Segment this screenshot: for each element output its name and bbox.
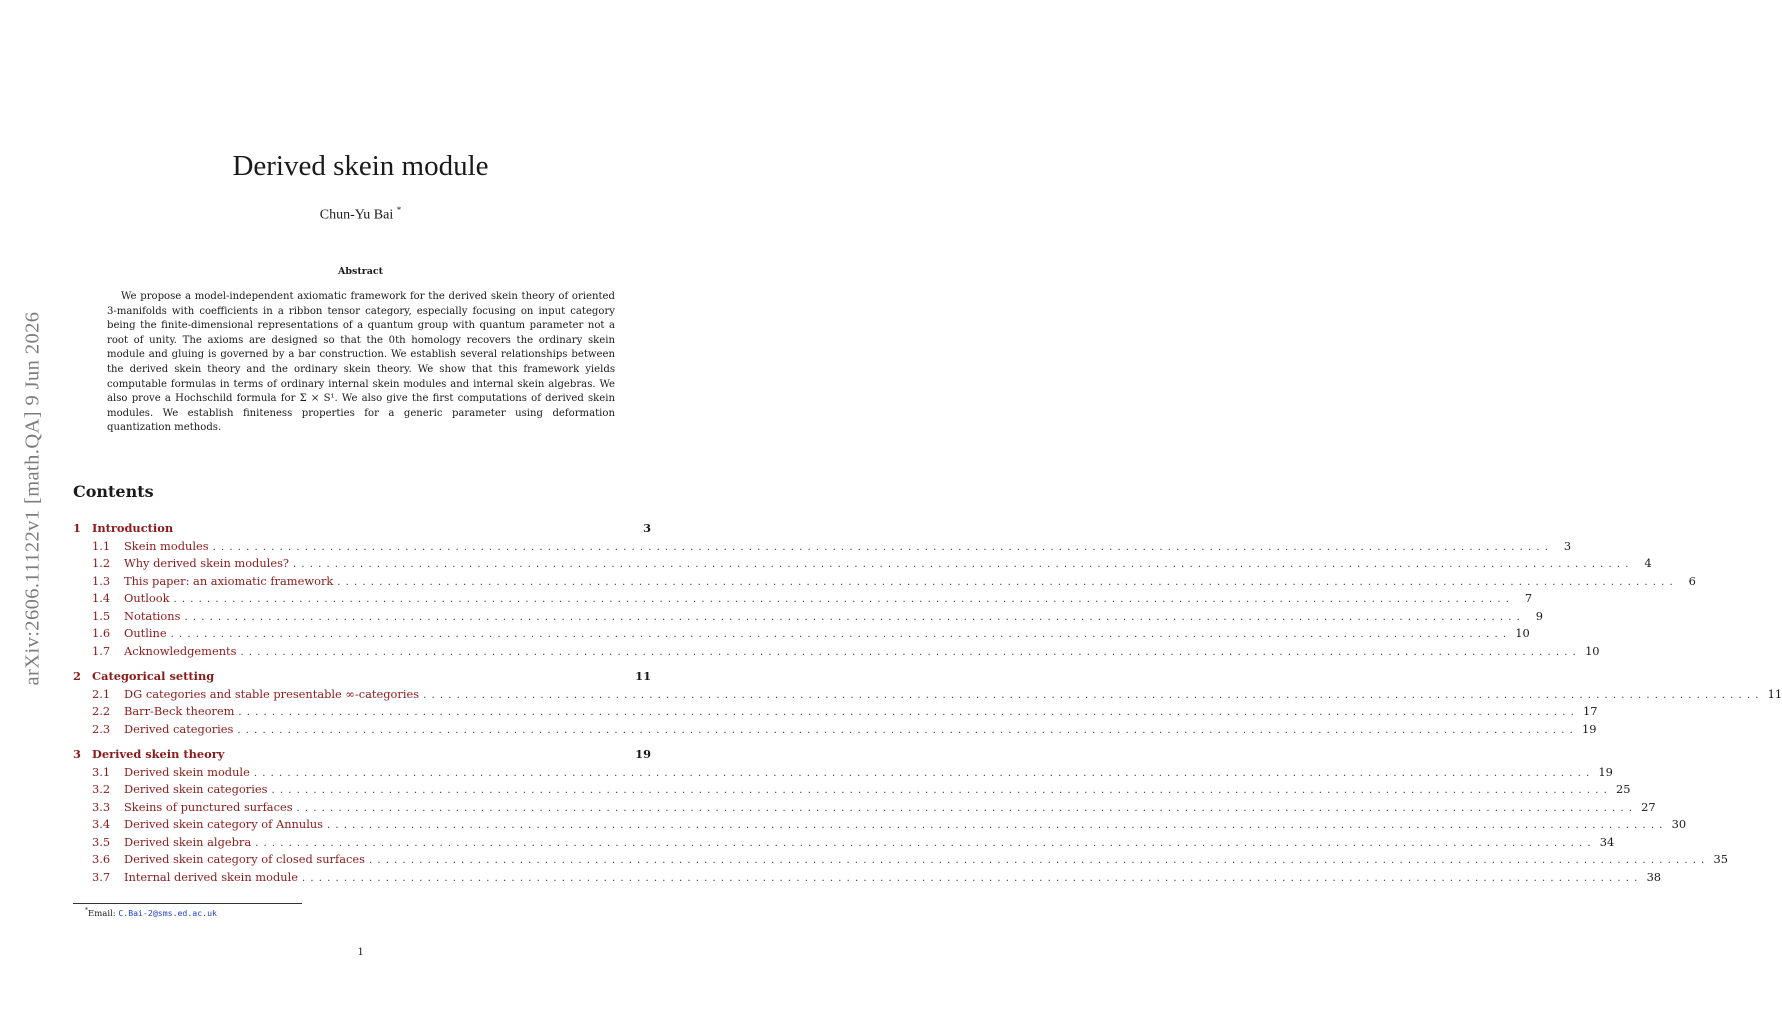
toc-entry-1.3[interactable] <box>73 573 1696 591</box>
toc-entry-3.3[interactable] <box>73 799 1656 817</box>
toc-entry-number: 1.4 <box>92 591 111 605</box>
toc-entry-link[interactable]: Derived skein module <box>124 764 250 779</box>
table-of-contents <box>73 520 1782 886</box>
toc-entry-3.7[interactable] <box>73 869 1662 887</box>
toc-leader-dots: ................................................................................................................................................................ <box>296 802 1638 814</box>
toc-leader-dots: ................................................................................................................................................................ <box>368 855 1710 866</box>
toc-entry-2.1[interactable] <box>73 686 1782 704</box>
toc-entry-number: 3.3 <box>92 799 111 814</box>
toc-leader-dots: ................................................................................................................................................................ <box>337 576 1678 588</box>
toc-section-link[interactable]: Introduction <box>92 521 174 535</box>
contents-heading: Contents <box>73 482 154 501</box>
footnote-label: Email: <box>88 908 119 919</box>
abstract-body <box>107 290 615 436</box>
toc-leader-dots: ................................................................................................................................................................ <box>240 646 1582 658</box>
toc-entry-link[interactable]: Skein modules <box>124 538 209 553</box>
author-line <box>0 205 721 224</box>
toc-page-number: 27 <box>1641 799 1656 814</box>
toc-entry-number: 1.1 <box>92 538 111 553</box>
toc-leader-dots: ................................................................................................................................................................ <box>173 594 1515 605</box>
abstract-heading: Abstract <box>337 266 384 277</box>
toc-section-number: 3 <box>73 747 81 761</box>
toc-entry-3.5[interactable] <box>73 834 1615 852</box>
toc-leader-dots: ................................................................................................................................................................ <box>170 629 1512 640</box>
toc-entry-number: 2.3 <box>92 721 111 736</box>
toc-leader-dots: ................................................................................................................................................................ <box>253 767 1595 779</box>
toc-leader-dots: ................................................................................................................................................................ <box>238 707 1580 718</box>
toc-leader-dots: ................................................................................................................................................................ <box>255 837 1596 849</box>
toc-entry-3.1[interactable] <box>73 764 1613 782</box>
toc-entry-number: 1.7 <box>92 643 111 658</box>
toc-entry-link[interactable]: Notations <box>124 608 181 623</box>
toc-entry-link[interactable]: Derived skein categories <box>124 782 268 796</box>
toc-entry-1.6[interactable] <box>73 625 1530 643</box>
toc-entry-2.3[interactable] <box>73 721 1597 739</box>
toc-section-2[interactable] <box>73 668 651 686</box>
toc-page-number: 30 <box>1671 817 1687 831</box>
toc-section-1[interactable] <box>73 520 651 538</box>
toc-page-number: 9 <box>1535 608 1544 623</box>
toc-entry-3.4[interactable] <box>73 816 1687 834</box>
page-number: 1 <box>357 944 364 958</box>
toc-entry-link[interactable]: Derived skein category of closed surfaces <box>124 852 365 866</box>
toc-entry-link[interactable]: Outlook <box>124 591 170 605</box>
toc-entry-number: 1.6 <box>92 626 111 640</box>
toc-leader-dots: ................................................................................................................................................................ <box>327 820 1668 831</box>
toc-page-number: 19 <box>635 747 651 761</box>
toc-entry-3.2[interactable] <box>73 781 1631 799</box>
toc-entry-link[interactable]: DG categories and stable presentable ∞-categories <box>124 686 420 701</box>
footnote-rule <box>73 903 302 904</box>
toc-leader-dots: ................................................................................................................................................................ <box>184 611 1526 623</box>
toc-entry-link[interactable]: Derived skein algebra <box>124 834 252 849</box>
toc-entry-1.2[interactable] <box>73 555 1652 573</box>
toc-entry-number: 3.1 <box>92 764 111 779</box>
footnote <box>85 907 217 919</box>
toc-entry-number: 3.4 <box>92 817 111 831</box>
toc-leader-dots: ................................................................................................................................................................ <box>293 559 1634 570</box>
author-email-link[interactable]: C.Bai-2@sms.ed.ac.uk <box>118 907 217 918</box>
toc-section-link[interactable]: Derived skein theory <box>92 747 225 761</box>
toc-entry-link[interactable]: Internal derived skein module <box>124 869 298 884</box>
abstract-text: We propose a model-independent axiomatic framework for the derived skein theory of oriented 3-manifolds with coefficients in a ribbon tensor category, especially focusing on input category being the finite-dimensional representations of a quantum group with quantum parameter not a root of unity. The axioms are designed so that the 0th homology recovers the ordinary skein module and gluing is governed by a bar construction. We establish several relationships between the derived skein theory and the ordinary skein theory. We show that this framework yields computable formulas in terms of ordinary internal skein modules and internal skein algebras. We also prove a Hochschild formula for Σ × S¹. We also give the first computations of derived skein modules. We establish finiteness properties for a generic parameter using deformation quantization methods. <box>107 291 615 434</box>
toc-page-number: 17 <box>1583 704 1598 718</box>
paper-title: Derived skein module <box>232 150 489 182</box>
toc-entry-1.1[interactable] <box>73 538 1572 556</box>
toc-page-number: 25 <box>1616 782 1631 796</box>
toc-entry-number: 3.7 <box>92 869 111 884</box>
toc-entry-1.7[interactable] <box>73 643 1600 661</box>
arxiv-sidebar <box>13 288 53 708</box>
author-footnote-mark: * <box>396 205 402 215</box>
toc-leader-dots: ................................................................................................................................................................ <box>212 541 1554 553</box>
toc-leader-dots: ................................................................................................................................................................ <box>301 872 1643 884</box>
toc-entry-link[interactable]: Outline <box>124 626 167 640</box>
toc-entry-number: 3.5 <box>92 834 111 849</box>
toc-leader-dots: ................................................................................................................................................................ <box>423 689 1764 701</box>
toc-page-number: 11 <box>635 669 651 683</box>
toc-entry-link[interactable]: Barr-Beck theorem <box>124 704 235 718</box>
toc-entry-1.5[interactable] <box>73 608 1544 626</box>
toc-page-number: 3 <box>1563 538 1572 553</box>
toc-page-number: 7 <box>1524 591 1533 605</box>
toc-leader-dots: ................................................................................................................................................................ <box>271 785 1613 796</box>
toc-page-number: 38 <box>1646 869 1662 884</box>
toc-page-number: 3 <box>643 521 651 535</box>
toc-entry-link[interactable]: Skeins of punctured surfaces <box>124 799 293 814</box>
toc-section-link[interactable]: Categorical setting <box>92 669 215 683</box>
toc-entry-1.4[interactable] <box>73 590 1533 608</box>
toc-page-number: 6 <box>1688 573 1696 588</box>
toc-entry-3.6[interactable] <box>73 851 1729 869</box>
toc-page-number: 35 <box>1713 852 1729 866</box>
toc-entry-link[interactable]: Acknowledgements <box>124 643 237 658</box>
toc-page-number: 11 <box>1767 686 1782 701</box>
toc-section-number: 2 <box>73 669 81 683</box>
author-name: Chun-Yu Bai <box>319 207 394 223</box>
toc-entry-number: 3.2 <box>92 782 111 796</box>
arxiv-identifier: arXiv:2606.11122v1 [math.QA] 9 Jun 2026 <box>21 311 44 685</box>
toc-entry-number: 1.5 <box>92 608 111 623</box>
toc-entry-number: 1.3 <box>92 573 111 588</box>
toc-page-number: 19 <box>1598 764 1613 779</box>
toc-entry-number: 2.2 <box>92 704 111 718</box>
footnote-mark: * <box>85 907 88 914</box>
toc-page-number: 19 <box>1581 721 1597 736</box>
toc-entry-2.2[interactable] <box>73 703 1598 721</box>
toc-entry-link[interactable]: Derived categories <box>124 721 234 736</box>
toc-page-number: 4 <box>1644 556 1652 570</box>
toc-section-number: 1 <box>73 521 81 535</box>
toc-entry-number: 2.1 <box>92 686 111 701</box>
toc-entry-link[interactable]: This paper: an axiomatic framework <box>124 573 334 588</box>
toc-page-number: 10 <box>1585 643 1600 658</box>
toc-section-3[interactable] <box>73 746 651 764</box>
toc-page-number: 34 <box>1599 834 1615 849</box>
toc-leader-dots: ................................................................................................................................................................ <box>237 724 1578 736</box>
toc-page-number: 10 <box>1515 626 1530 640</box>
toc-entry-link[interactable]: Derived skein category of Annulus <box>124 817 324 831</box>
toc-entry-number: 3.6 <box>92 852 111 866</box>
toc-entry-number: 1.2 <box>92 556 111 570</box>
toc-entry-link[interactable]: Why derived skein modules? <box>124 556 290 570</box>
